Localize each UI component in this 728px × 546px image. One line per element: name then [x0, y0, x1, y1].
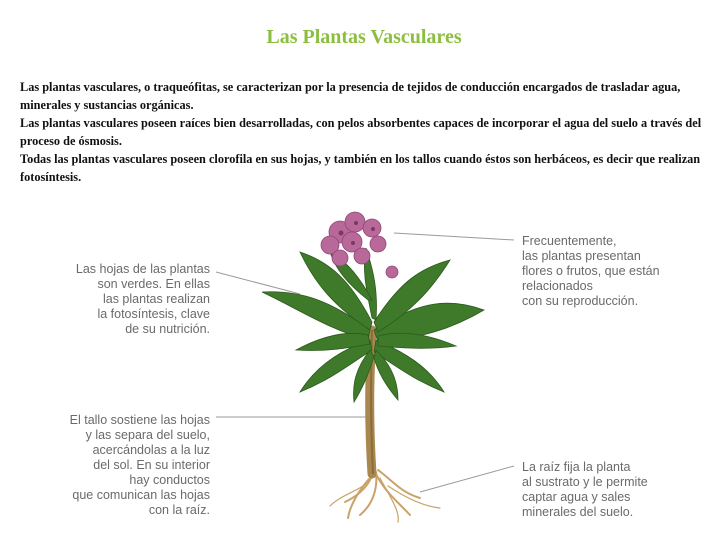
annotation-flowers-line: con su reproducción. [522, 294, 639, 308]
leader-line-flowers [394, 233, 514, 240]
annotation-stem-line: y las separa del suelo, [85, 428, 210, 442]
roots [330, 470, 440, 522]
annotation-stem-line: hay conductos [129, 473, 210, 487]
annotation-flowers-line: relacionados [522, 279, 593, 293]
annotation-flowers-line: flores o frutos, que están [522, 264, 660, 278]
annotation-root [522, 460, 702, 520]
annotation-leaves [40, 262, 210, 337]
leader-line-root [420, 466, 514, 492]
annotation-stem-line: El tallo sostiene las hojas [69, 413, 210, 427]
annotation-leaves-line: son verdes. En ellas [97, 277, 210, 291]
annotation-root-line: al sustrato y le permite [522, 475, 648, 489]
annotation-flowers-line: las plantas presentan [522, 249, 641, 263]
annotation-flowers-line: Frecuentemente, [522, 234, 617, 248]
paragraph-2: Las plantas vasculares poseen raíces bien desarrolladas, con pelos absorbentes capaces de incorporar el agua del suelo a través del proceso de ósmosis. [20, 116, 702, 148]
annotation-leaves-line: las plantas realizan [102, 292, 210, 306]
page-title: Las Plantas Vasculares [266, 26, 462, 48]
annotation-root-line: minerales del suelo. [522, 505, 634, 519]
annotation-root-line: La raíz fija la planta [522, 460, 631, 474]
annotation-stem-line: con la raíz. [148, 503, 210, 517]
annotation-stem-line: que comunican las hojas [72, 488, 210, 502]
flowers [321, 212, 398, 278]
annotation-root-line: captar agua y sales [522, 490, 631, 504]
annotation-stem [40, 413, 210, 518]
annotation-leaves-line: Las hojas de las plantas [75, 262, 210, 276]
paragraph-1: Las plantas vasculares, o traqueófitas, se caracterizan por la presencia de tejidos de conducción encargados de trasladar agua, minerales y sustancias orgánicas. [20, 80, 681, 112]
annotation-flowers [522, 234, 702, 309]
annotation-stem-line: del sol. En su interior [93, 458, 210, 472]
annotation-stem-line: acercándolas a la luz [92, 443, 210, 457]
annotation-leaves-line: de su nutrición. [125, 322, 210, 336]
paragraph-3: Todas las plantas vasculares poseen clorofila en sus hojas, y también en los tallos cuando éstos son herbáceos, es decir que realizan fotosíntesis. [20, 152, 701, 184]
leader-line-leaves [216, 272, 300, 294]
annotation-leaves-line: la fotosíntesis, clave [97, 307, 210, 321]
